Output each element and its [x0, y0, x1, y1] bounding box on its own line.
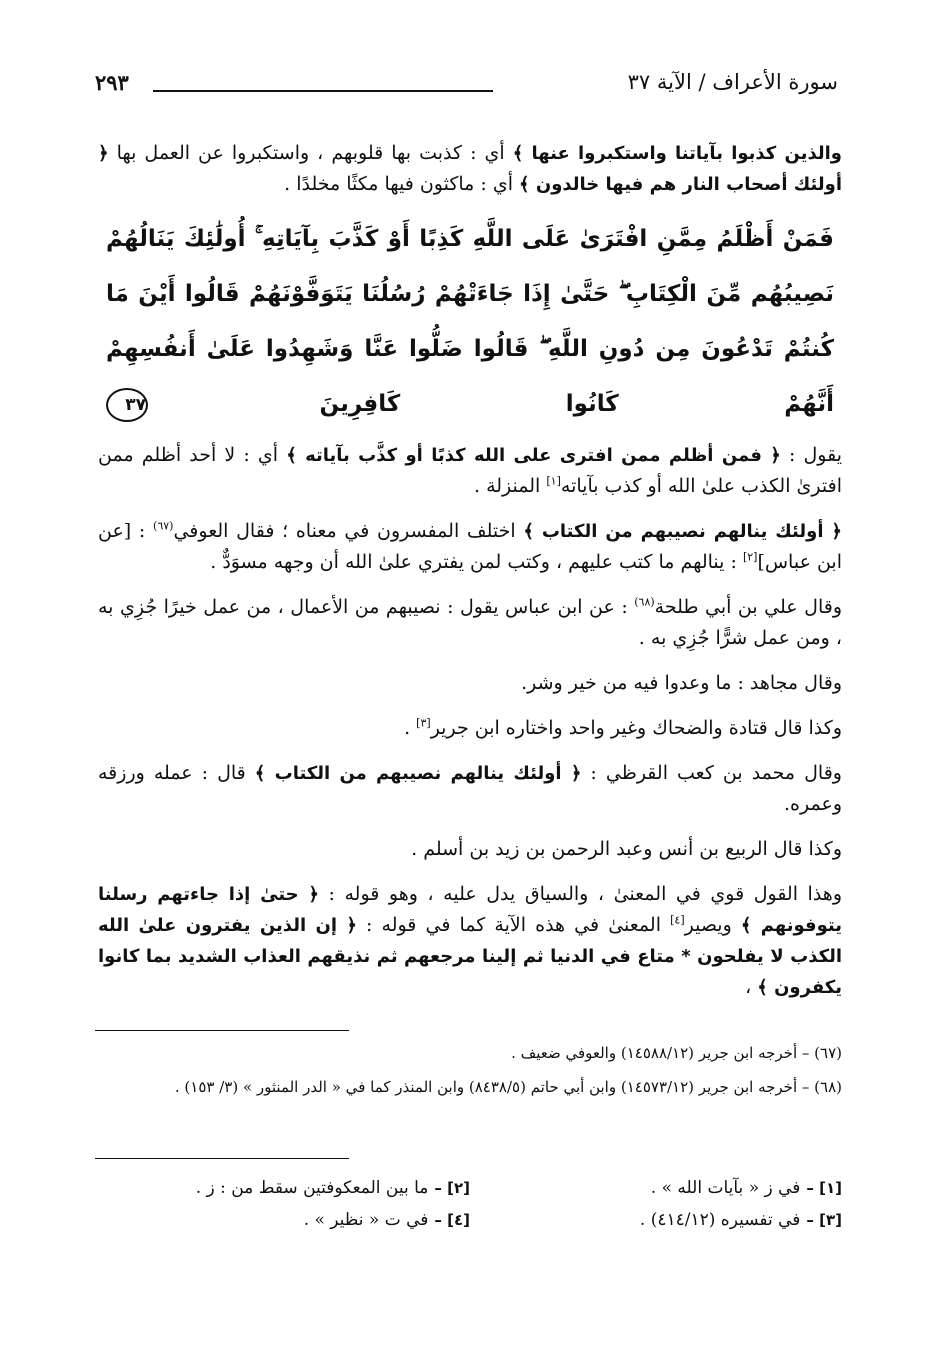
paragraph-7 — [98, 758, 842, 820]
paragraph-3 — [98, 516, 842, 578]
note-text: في ت « نظير » . — [303, 1210, 429, 1230]
note-tag: [٣] – — [806, 1211, 842, 1229]
text: وقال محمد بن كعب القرظي : — [581, 762, 842, 784]
quote: ﴿ فمن أظلم ممن افترى على الله كذبًا أو كذَّب بآياته ﴾ — [286, 445, 781, 466]
text: المعنىٰ في هذه الآية كما في قوله : — [356, 914, 671, 936]
footnote-67: (٦٧) – أخرجه ابن جرير (١٤٥٨٨/١٢) والعوفي ضعيف . — [511, 1044, 842, 1062]
text: . — [404, 717, 417, 739]
quote: ﴿ إن الذين يفترون علىٰ الله الكذب لا يفلحون * متاع في الدنيا ثم إلينا مرجعهم ثم نذيقهم العذاب الشديد بما كانوا يكفرون ﴾ — [98, 915, 842, 998]
quote: ﴿ حتىٰ إذا جاءتهم رسلنا يتوفونهم ﴾ — [98, 884, 842, 936]
edition-notes-rule — [95, 1158, 349, 1159]
footnote-rule — [95, 1030, 349, 1031]
edition-note-3 — [640, 1210, 842, 1230]
text: اختلف المفسرون في معناه ؛ فقال العوفي — [173, 520, 524, 542]
note-tag: [٢] – — [434, 1179, 470, 1197]
text: : عن ابن عباس يقول : نصيبهم من الأعمال ، من عمل خيرًا جُزِي به ، ومن عمل شرًّا جُزِي به . — [98, 596, 842, 649]
text: المنزلة . — [474, 475, 547, 497]
quote: والذين كذبوا بآياتنا واستكبروا عنها ﴾ — [512, 143, 842, 164]
reference-mark: [٣] — [416, 716, 431, 730]
text: ويصير — [684, 914, 741, 936]
edition-note-1 — [651, 1178, 842, 1198]
note-tag: [١] – — [806, 1179, 842, 1197]
text: قال : عمله ورزقه وعمره. — [98, 762, 842, 815]
running-title: سورة الأعراف / الآية ٣٧ — [627, 70, 838, 94]
reference-mark: [٤] — [670, 913, 685, 927]
text: وقال علي بن أبي طلحة — [654, 596, 842, 618]
paragraph-9 — [98, 879, 842, 1003]
paragraph-5 — [98, 668, 842, 699]
edition-note-2 — [196, 1178, 470, 1198]
quote: ﴿ أولئك أصحاب النار هم فيها خالدون ﴾ — [98, 143, 842, 195]
quran-verse — [98, 212, 842, 432]
page-body — [98, 138, 842, 1003]
page-header — [95, 70, 838, 110]
text: ، — [745, 976, 758, 998]
verse-number-marker: ٣٧ — [106, 388, 148, 422]
footnote-68: (٦٨) – أخرجه ابن جرير (١٤٥٧٣/١٢) وابن أبي حاتم (٨٤٣٨/٥) وابن المنذر كما في « الدر المنثور » (٣/ ١٥٣) . — [174, 1078, 842, 1096]
note-text: في ز « بآيات الله » . — [650, 1178, 801, 1198]
paragraph-6 — [98, 713, 842, 744]
edition-note-4 — [304, 1210, 470, 1230]
text: يقول : — [780, 444, 843, 466]
text: أي : ماكثون فيها مكثًا مخلدًا . — [284, 173, 520, 195]
note-text: ما بين المعكوفتين سقط من : ز . — [195, 1178, 429, 1198]
paragraph-4 — [98, 592, 842, 654]
text: وكذا قال قتادة والضحاك وغير واحد واختاره ابن جرير — [430, 717, 842, 739]
header-rule — [153, 90, 493, 92]
paragraph-2 — [98, 440, 842, 502]
paragraph-1 — [98, 138, 842, 200]
text: : ينالهم ما كتب عليهم ، وكتب لمن يفتري علىٰ الله أن وجهه مسوَدٌّ . — [210, 551, 743, 573]
text: : [عن ابن عباس] — [98, 520, 842, 573]
footnote-mark: (٦٧) — [153, 519, 174, 533]
page-number: ٢٩٣ — [95, 70, 129, 95]
reference-mark: [٢] — [742, 550, 758, 564]
paragraph-8 — [98, 834, 842, 865]
quote: ﴿ أولئك ينالهم نصيبهم من الكتاب ﴾ — [254, 763, 582, 784]
note-text: في تفسيره (٤١٤/١٢) . — [639, 1210, 801, 1230]
text: أي : كذبت بها قلوبهم ، واستكبروا عن العمل بها — [108, 142, 513, 164]
verse-text: فَمَنْ أَظْلَمُ مِمَّنِ افْتَرَىٰ عَلَى اللَّهِ كَذِبًا أَوْ كَذَّبَ بِآيَاتِهِ ۚ أُولَٰئِكَ يَنَالُهُمْ نَصِيبُهُم مِّنَ الْكِتَابِ ۖ حَتَّىٰ إِذَا جَاءَتْهُمْ رُسُلُنَا يَتَوَفَّوْنَهُمْ قَالُوا أَيْنَ مَا كُنتُمْ تَدْعُونَ مِن دُونِ اللَّهِ ۖ قَالُوا ضَلُّوا عَنَّا وَشَهِدُوا عَلَىٰ أَنفُسِهِمْ أَنَّهُمْ كَانُوا كَافِرِينَ — [106, 226, 834, 417]
quote: ﴿ أولئك ينالهم نصيبهم من الكتاب ﴾ — [523, 521, 842, 542]
reference-mark: [١] — [546, 474, 561, 488]
note-tag: [٤] – — [434, 1211, 470, 1229]
text: وقال مجاهد : ما وعدوا فيه من خير وشر. — [521, 672, 842, 694]
text: وكذا قال الربيع بن أنس وعبد الرحمن بن زيد بن أسلم . — [411, 838, 842, 860]
footnote-mark: (٦٨) — [634, 595, 655, 609]
text: أي : لا أحد أظلم ممن افترىٰ الكذب علىٰ الله أو كذب بآياته — [98, 444, 842, 497]
text: وهذا القول قوي في المعنىٰ ، والسياق يدل عليه ، وهو قوله : — [318, 883, 842, 905]
